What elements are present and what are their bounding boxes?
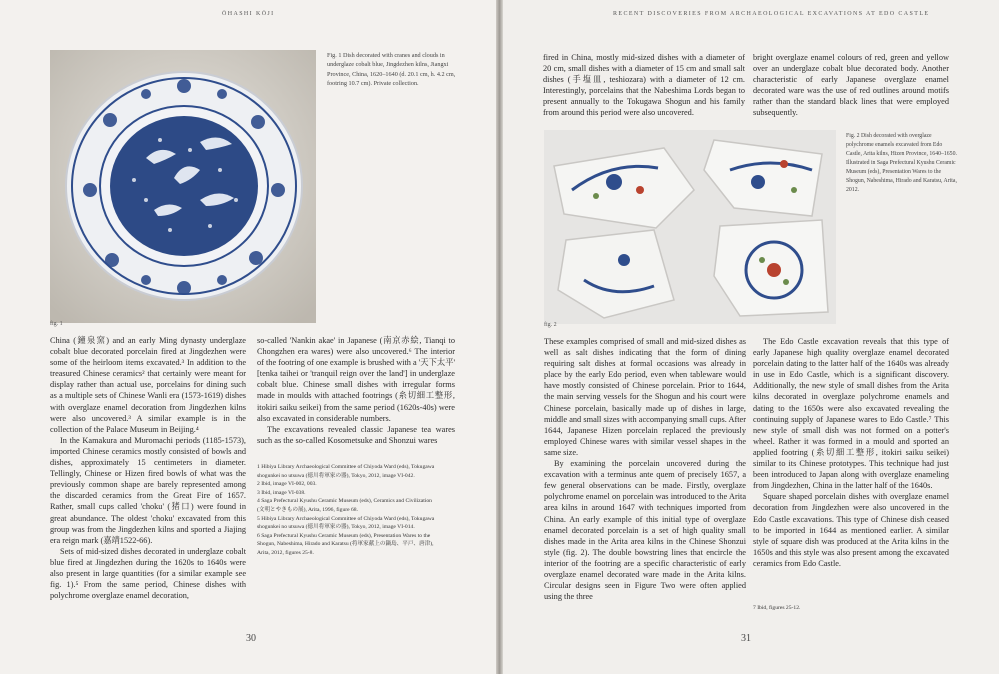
footnote: 6 Saga Prefectural Kyushu Ceramic Museum (eds), Presentation Wares to the Shogun, Nabeshima, Hirado and Karatsu (将軍家献上の鍋島、平戸、唐津), Arita, 2012, figures 25-8. bbox=[257, 532, 434, 556]
paragraph: Sets of mid-sized dishes decorated in underglaze cobalt blue fired at Jingdezhen during the 1620s to 1640s were also present in large quantities (for a similar example see fig. 1).⁵ From the same period, Chinese dishes with polychrome overglaze enamel decoration, bbox=[50, 546, 246, 601]
paragraph: fired in China, mostly mid-sized dishes with a diameter of 20 cm, small dishes with a diameter of 15 cm and small salt dishes (手塩皿, teshiozara) with a diameter of 12 cm. Interestingly, porcelains that the Nabeshima Lords began to present annually to the Tokugawa Shogun and his family from around this period were also uncovered. bbox=[543, 53, 745, 118]
right-column-2 bbox=[753, 336, 949, 569]
figure-2-caption: Fig. 2 Dish decorated with overglaze polychrome enamels excavated from Edo Castle, Arita kilns, Hizen Province, 1640–1650. Illustrated in Saga Prefectural Kyushu Ceramic Museum (eds), Presentation Wares to the Shogun, Nabeshima, Hirado and Karatsu, Arita, 2012. bbox=[846, 133, 957, 193]
blue-white-dish-illustration bbox=[50, 50, 316, 323]
paragraph: By examining the porcelain uncovered during the excavation with a terminus ante quem of precisely 1657, a few general observations can be made. Firstly, overglaze polychrome enamel on porcelain was introduced to the Arita area kilns in around 1647 with techniques imported from China. An early example of this initial type of overglaze enamel decorated porcelain is a set of high quality small dishes made in the Arita area kilns in the Chinese Shonzui style (fig. 2). The double bowstring lines that encircle the interior of the footring are a specific characteristic of early overglaze enamel decorated ware made in the Arita kilns. Circular designs seen in Figure Two were often applied using the three bbox=[544, 459, 746, 602]
running-header-author: ŌHASHI KŌJI bbox=[222, 11, 275, 17]
paragraph: so-called 'Nankin akae' in Japanese (南京赤絵, Tianqi to Chongzhen era wares) were also uncovered.⁶ The interior of the footring of one example is brushed with a '天下太平' [tenka taihei or 'tranquil reign over the land'] in underglaze cobalt blue. Chinese small dishes with irregular forms made in moulds with attached footrings (糸切細工整形, itokiri saiku seikei) from the same period (1620s-40s) were also excavated in considerable numbers. bbox=[257, 336, 455, 423]
paragraph: The excavations revealed classic Japanese tea wares such as the so-called Kosometsuke and Shonzui wares bbox=[257, 424, 455, 445]
footnote: 3 Ibid, image VI-038. bbox=[257, 489, 306, 496]
footnote: 7 Ibid, figures 25-12. bbox=[753, 605, 801, 611]
book-gutter bbox=[496, 0, 503, 674]
left-column-1 bbox=[50, 335, 246, 601]
paragraph: Square shaped porcelain dishes with overglaze enamel decoration from Jingdezhen were also uncovered in the Edo Castle excavations. This type of Chinese dish ceased to be imported in 1644 as mentioned earlier. A similar style of square dish was produced at the Arita kilns in the 1650s and this style was also present among the excavated ceramics from Edo Castle. bbox=[753, 492, 949, 568]
paragraph: bright overglaze enamel colours of red, green and yellow over an underglaze cobalt blue decorated body. Another characteristic of early Japanese overglaze enamel decorated ware was the use of red outlines around motifs rather than the standard black lines that were employed subsequently. bbox=[753, 53, 949, 118]
paragraph: The Edo Castle excavation reveals that this type of early Japanese high quality overglaze enamel decorated porcelain dating to the latter half of the 1640s was already in use in Edo Castle, which is a significant discovery. Additionally, the new style of small dishes from the Arita kilns decorated in overglaze polychrome enamels and dating to the 1650s were also excavated revealing the continuing supply of Japanese wares to Edo Castle.⁷ This new style of small dish was not formed on a potter's wheel. Rather it was formed in a mould and sported an applied footring (糸切細工整形, itokiri saiku seikei) similar to its Chinese prototypes. This technique had just been introduced to Japan along with overglaze enameling from Jingdezhen, China in the latter half of the 1640s. bbox=[753, 337, 949, 491]
paragraph: In the Kamakura and Muromachi periods (1185-1573), imported Chinese ceramics mostly consisted of bowls and dishes, approximately 15 centimeters in diameter. Tellingly, Chinese or Hizen fired bowls of what was the previously common shape are barely represented among the discarded ceramics from the Great Fire of 1657. Rather, small cups called 'choku' (猪口) were found in great abundance. The oldest 'choku' excavated from this group was from the Jingdezhen kilns and sported a Jiajing era reign mark (嘉靖1522-66). bbox=[50, 435, 246, 545]
footnotes-left bbox=[257, 463, 437, 558]
footnote: 5 Hibiya Library Archaeological Committee of Chiyoda Ward (eds), Tokugawa shogunkei no utsuwa (徳川将軍家の器), Tokyo, 2012, image VI-014. bbox=[257, 515, 435, 531]
left-column-2 bbox=[257, 335, 455, 446]
footnote: 1 Hibiya Library Archaeological Committee of Chiyoda Ward (eds), Tokugawa shogunkei no utsuwa (徳川将軍家の器), Tokyo, 2012, image VI-042. bbox=[257, 464, 435, 479]
figure-1-image bbox=[50, 50, 316, 323]
page-number-right: 31 bbox=[741, 633, 751, 644]
running-header-title: RECENT DISCOVERIES FROM ARCHAEOLOGICAL EXCAVATIONS AT EDO CASTLE bbox=[613, 11, 930, 17]
left-page bbox=[0, 0, 496, 674]
figure-2-label: fig. 2 bbox=[544, 322, 557, 328]
figure-2-image bbox=[544, 130, 836, 324]
shard-fragments-illustration bbox=[544, 130, 836, 324]
right-column-1 bbox=[544, 336, 746, 602]
right-top-column-2 bbox=[753, 52, 949, 119]
paragraph: These examples comprised of small and mid-sized dishes as well as salt dishes indicating that the form of dining requiring salt dishes at formal occasions was already in place by the early Edo period, even when tableware would have mostly consisted of Chinese porcelain. Prior to 1644, the main serving vessels for the Shogun and his court were Chinese porcelain, basically made up of dishes in large, middle and small sizes with accompanying small cups. After 1644, Japanese Hizen porcelain replaced the previously employed Chinese wares with similar vessel shapes in the same size. bbox=[544, 337, 746, 457]
page-number-left: 30 bbox=[246, 633, 256, 644]
footnote: 2 Ibid, image VI-002, 003. bbox=[257, 481, 317, 488]
right-top-column-1 bbox=[543, 52, 745, 119]
footnotes-right bbox=[753, 604, 933, 613]
figure-1-label: fig. 1 bbox=[50, 321, 63, 327]
paragraph: China (鐘泉窯) and an early Ming dynasty underglaze cobalt blue decorated porcelain fired at Jingdezhen were some of the heirloom items excavated.³ In addition to the treasured Chinese ceramics² that certainly were meant for display rather than actual use, porcelains for dining such as a multiple sets of Chinese Wanli era (1573-1619) dishes with overglaze enamel decoration from Jingdezhen kilns were also uncovered.³ A similar example is in the collection of the Palace Museum in Beijing.⁴ bbox=[50, 336, 246, 434]
footnote: 4 Saga Prefectural Kyushu Ceramic Museum (eds), Ceramics and Civilization (文明とやきもの展), Arita, 1996, figure 68. bbox=[257, 498, 432, 513]
figure-1-caption: Fig. 1 Dish decorated with cranes and clouds in underglaze cobalt blue, Jingdezhen kilns, Jiangxi Province, China, 1620–1640 (d. 20.1 cm, h. 4.2 cm, footring 10.7 cm). Private collection. bbox=[327, 52, 456, 88]
